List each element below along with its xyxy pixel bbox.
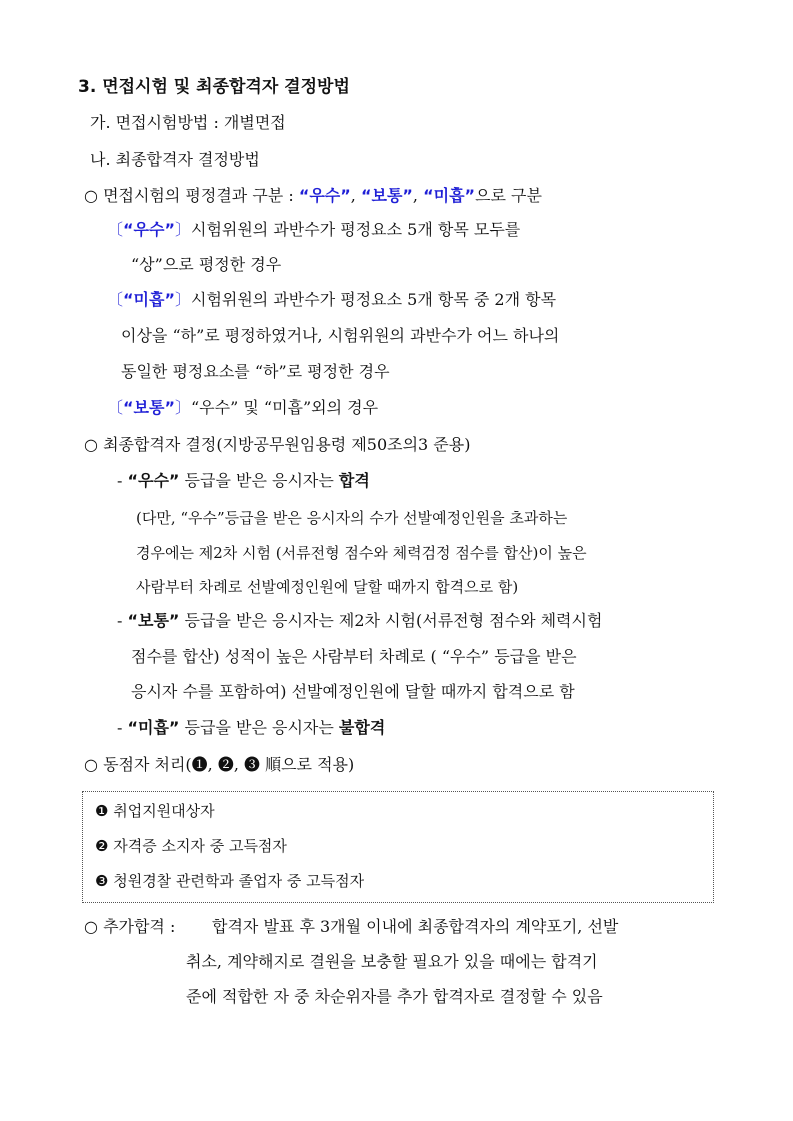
final-decision-line [84, 434, 470, 456]
final-average-line [117, 610, 602, 632]
grade-poor-label: “미흡” [423, 186, 476, 205]
definition-text: “상”으로 평정한 경우 [131, 255, 282, 274]
bullet-circle: ○ [84, 917, 98, 936]
definition-text: 이상을 “하”로 평정하였거나, 시험위원의 과반수가 어느 하나의 [121, 326, 560, 345]
section-title: 3. 면접시험 및 최종합격자 결정방법 [78, 77, 350, 97]
comma: , [350, 186, 356, 205]
final-excellent-line [117, 470, 370, 492]
final-excellent-result: 합격 [338, 471, 370, 490]
additional-pass-label: 추가합격 : [103, 917, 176, 936]
bullet-circle: ○ [84, 435, 98, 454]
note-line: 사람부터 차례로 선발예정인원에 달할 때까지 합격으로 함) [136, 578, 519, 596]
final-poor-text: 등급을 받은 응시자는 [184, 718, 334, 737]
tie-break-box [82, 791, 714, 903]
tie-break-text: 동점자 처리(❶, ❷, ❸ 順으로 적용) [103, 755, 355, 774]
grade-excellent-definition [107, 219, 520, 241]
eval-suffix: 으로 구분 [475, 186, 542, 205]
additional-pass-text: 준에 적합한 자 중 차순위자를 추가 합격자로 결정할 수 있음 [186, 987, 603, 1006]
final-poor-line [117, 717, 385, 739]
bracket-close: 〕 [174, 398, 191, 417]
tie-break-line [84, 754, 354, 776]
dash: - [117, 471, 123, 490]
note-line: 경우에는 제2차 시험 (서류전형 점수와 체력검정 점수를 합산)이 높은 [136, 544, 587, 562]
bracket-open: 〔 [107, 398, 124, 417]
comma: , [412, 186, 419, 205]
tie-break-item: ❷ 자격증 소지자 중 고득점자 [95, 837, 287, 855]
definition-text: 시험위원의 과반수가 평정요소 5개 항목 모두를 [190, 220, 521, 239]
final-poor-result: 불합격 [338, 718, 386, 737]
grade-average-label: “보통” [360, 186, 413, 205]
bullet-circle: ○ [84, 186, 98, 205]
bracket-open: 〔 [107, 290, 124, 309]
final-average-label: “보통” [127, 611, 180, 630]
subsection-ga: 가. 면접시험방법 : 개별면접 [90, 113, 286, 132]
tie-break-item: ❶ 취업지원대상자 [95, 802, 215, 820]
final-decision-text: 최종합격자 결정(지방공무원임용령 제50조의3 준용) [103, 435, 471, 454]
final-excellent-text: 등급을 받은 응시자는 [184, 471, 334, 490]
additional-pass-text: 취소, 계약해지로 결원을 보충할 필요가 있을 때에는 합격기 [186, 952, 598, 971]
grade-average-tag: “보통” [123, 398, 175, 417]
grade-poor-definition [107, 289, 556, 311]
final-poor-label: “미흡” [127, 718, 180, 737]
final-average-text: 응시자 수를 포함하여) 선발예정인원에 달할 때까지 합격으로 함 [131, 682, 575, 701]
subsection-na: 나. 최종합격자 결정방법 [90, 150, 260, 169]
grade-average-definition [107, 397, 378, 419]
bullet-circle: ○ [84, 755, 98, 774]
definition-text: 동일한 평정요소를 “하”로 평정한 경우 [121, 362, 390, 381]
eval-line [84, 185, 542, 207]
bracket-close: 〕 [174, 220, 191, 239]
final-average-text: 등급을 받은 응시자는 제2차 시험(서류전형 점수와 체력시험 [184, 611, 603, 630]
note-line: (다만, “우수”등급을 받은 응시자의 수가 선발예정인원을 초과하는 [136, 509, 568, 527]
bracket-open: 〔 [107, 220, 124, 239]
tie-break-item: ❸ 청원경찰 관련학과 졸업자 중 고득점자 [95, 872, 365, 890]
final-excellent-label: “우수” [127, 471, 180, 490]
dash: - [117, 611, 123, 630]
final-average-text: 점수를 합산) 성적이 높은 사람부터 차례로 ( “우수” 등급을 받은 [131, 647, 577, 666]
definition-text: “우수” 및 “미흡”외의 경우 [190, 398, 379, 417]
grade-poor-tag: “미흡” [123, 290, 175, 309]
grade-excellent-label: “우수” [298, 186, 351, 205]
additional-pass-line [84, 916, 175, 938]
additional-pass-text: 합격자 발표 후 3개월 이내에 최종합격자의 계약포기, 선발 [212, 917, 619, 936]
eval-prefix: 면접시험의 평정결과 구분 : [103, 186, 294, 205]
bracket-close: 〕 [174, 290, 191, 309]
definition-text: 시험위원의 과반수가 평정요소 5개 항목 중 2개 항목 [190, 290, 557, 309]
dash: - [117, 718, 123, 737]
grade-excellent-tag: “우수” [123, 220, 175, 239]
